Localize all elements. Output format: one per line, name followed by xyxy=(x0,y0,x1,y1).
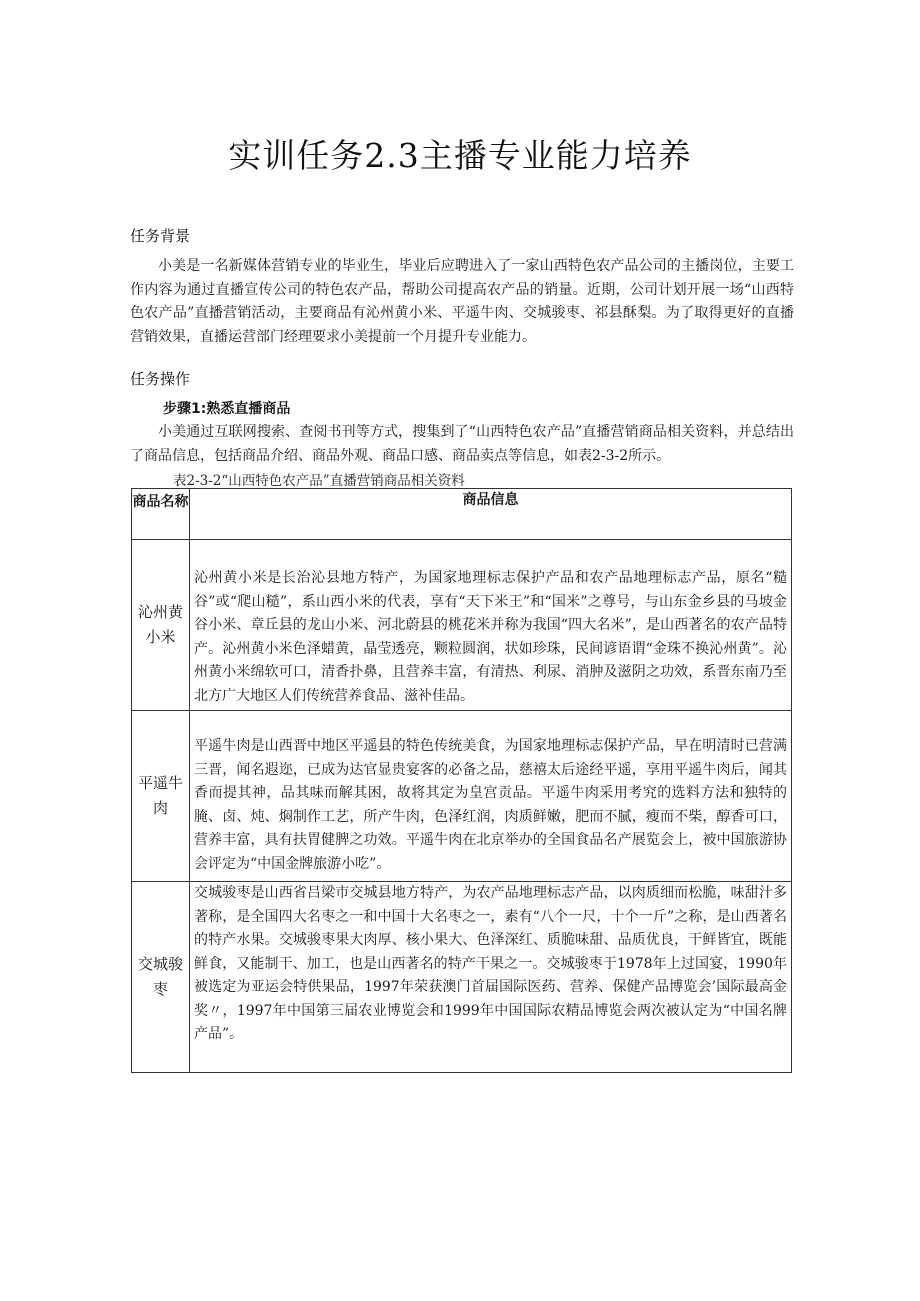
header-product-info: 商品信息 xyxy=(190,489,792,540)
product-name-cell: 交城骏枣 xyxy=(132,882,190,1073)
product-info-cell: 沁州黄小米是长治沁县地方特产，为国家地理标志保护产品和农产品地理标志产品，原名“糙谷”或“爬山糙”，系山西小米的代表，享有“天下米王”和“国米”之尊号，与山东金乡县的马坡金谷小米、章丘县的龙山小米、河北蔚县的桃花米并称为我国“四大名米”，是山西著名的农产品特产。沁州黄小米色泽蜡黄，晶莹透亮，颗粒圆润，状如珍珠，民间谚语谓“金珠不换沁州黄”。沁州黄小米绵软可口，清香扑鼻，且营养丰富，有清热、利尿、消肿及滋阴之功效，系晋东南乃至北方广大地区人们传统营养食品、滋补佳品。 xyxy=(190,540,792,711)
table-row xyxy=(132,540,792,711)
page-title: 实训任务2.3主播专业能力培养 xyxy=(228,136,692,175)
table-row xyxy=(132,882,792,1073)
step1-paragraph: 小美通过互联网搜索、查阅书刊等方式，搜集到了“山西特色农产品”直播营销商品相关资料，并总结出了商品信息，包括商品介绍、商品外观、商品口感、商品卖点等信息，如表2-3-2所示。 xyxy=(130,424,794,464)
product-name-cell: 沁州黄小米 xyxy=(132,540,190,711)
header-product-name: 商品名称 xyxy=(132,489,190,540)
background-heading: 任务背景 xyxy=(130,227,191,245)
table-header-row xyxy=(132,489,792,540)
table-row xyxy=(132,711,792,882)
product-info-table xyxy=(131,488,792,1073)
product-name-cell: 平遥牛肉 xyxy=(132,711,190,882)
background-paragraph: 小美是一名新媒体营销专业的毕业生，毕业后应聘进入了一家山西特色农产品公司的主播岗位，主要工作内容为通过直播宣传公司的特色农产品，帮助公司提高农产品的销量。近期，公司计划开展一场“山西特色农产品”直播营销活动，主要商品有沁州黄小米、平遥牛肉、交城骏枣、祁县酥梨。为了取得更好的直播营销效果，直播运营部门经理要求小美提前一个月提升专业能力。 xyxy=(130,258,794,345)
product-info-cell: 交城骏枣是山西省吕梁市交城县地方特产，为农产品地理标志产品，以肉质细而松脆，味甜汁多著称，是全国四大名枣之一和中国十大名枣之一，素有“八个一尺，十个一斤”之称，是山西著名的特产水果。交城骏枣果大肉厚、核小果大、色泽深红、质脆味甜、品质优良，干鲜皆宜，既能鲜食，又能制干、加工，也是山西著名的特产干果之一。交城骏枣于1978年上过国宴，1990年被选定为亚运会特供果品，1997年荣获澳门首届国际医药、营养、保健产品博览会’国际最高金奖〃，1997年中国第三届农业博览会和1999年中国国际农精品博览会两次被认定为“中国名牌产品”。 xyxy=(190,882,792,1073)
operation-heading: 任务操作 xyxy=(130,370,191,388)
table-caption: 表2-3-2“山西特色农产品”直播营销商品相关资料 xyxy=(173,473,465,489)
step1-heading: 步骤1:熟悉直播商品 xyxy=(163,401,291,417)
product-info-cell: 平遥牛肉是山西晋中地区平遥县的特色传统美食，为国家地理标志保护产品，早在明清时已营满三晋，闻名遐迩，已成为达官显贵宴客的必备之品，慈禧太后途经平遥，享用平遥牛肉后，闻其香而提其神，品其味而解其困，故将其定为皇宫贡品。平遥牛肉采用考究的选料方法和独特的腌、卤、炖、焖制作工艺，所产牛肉，色泽红润，肉质鲜嫩，肥而不腻，瘦而不柴，醇香可口，营养丰富，具有扶胃健脾之功效。平遥牛肉在北京举办的全国食品名产展览会上，被中国旅游协会评定为“中国金牌旅游小吃”。 xyxy=(190,711,792,882)
